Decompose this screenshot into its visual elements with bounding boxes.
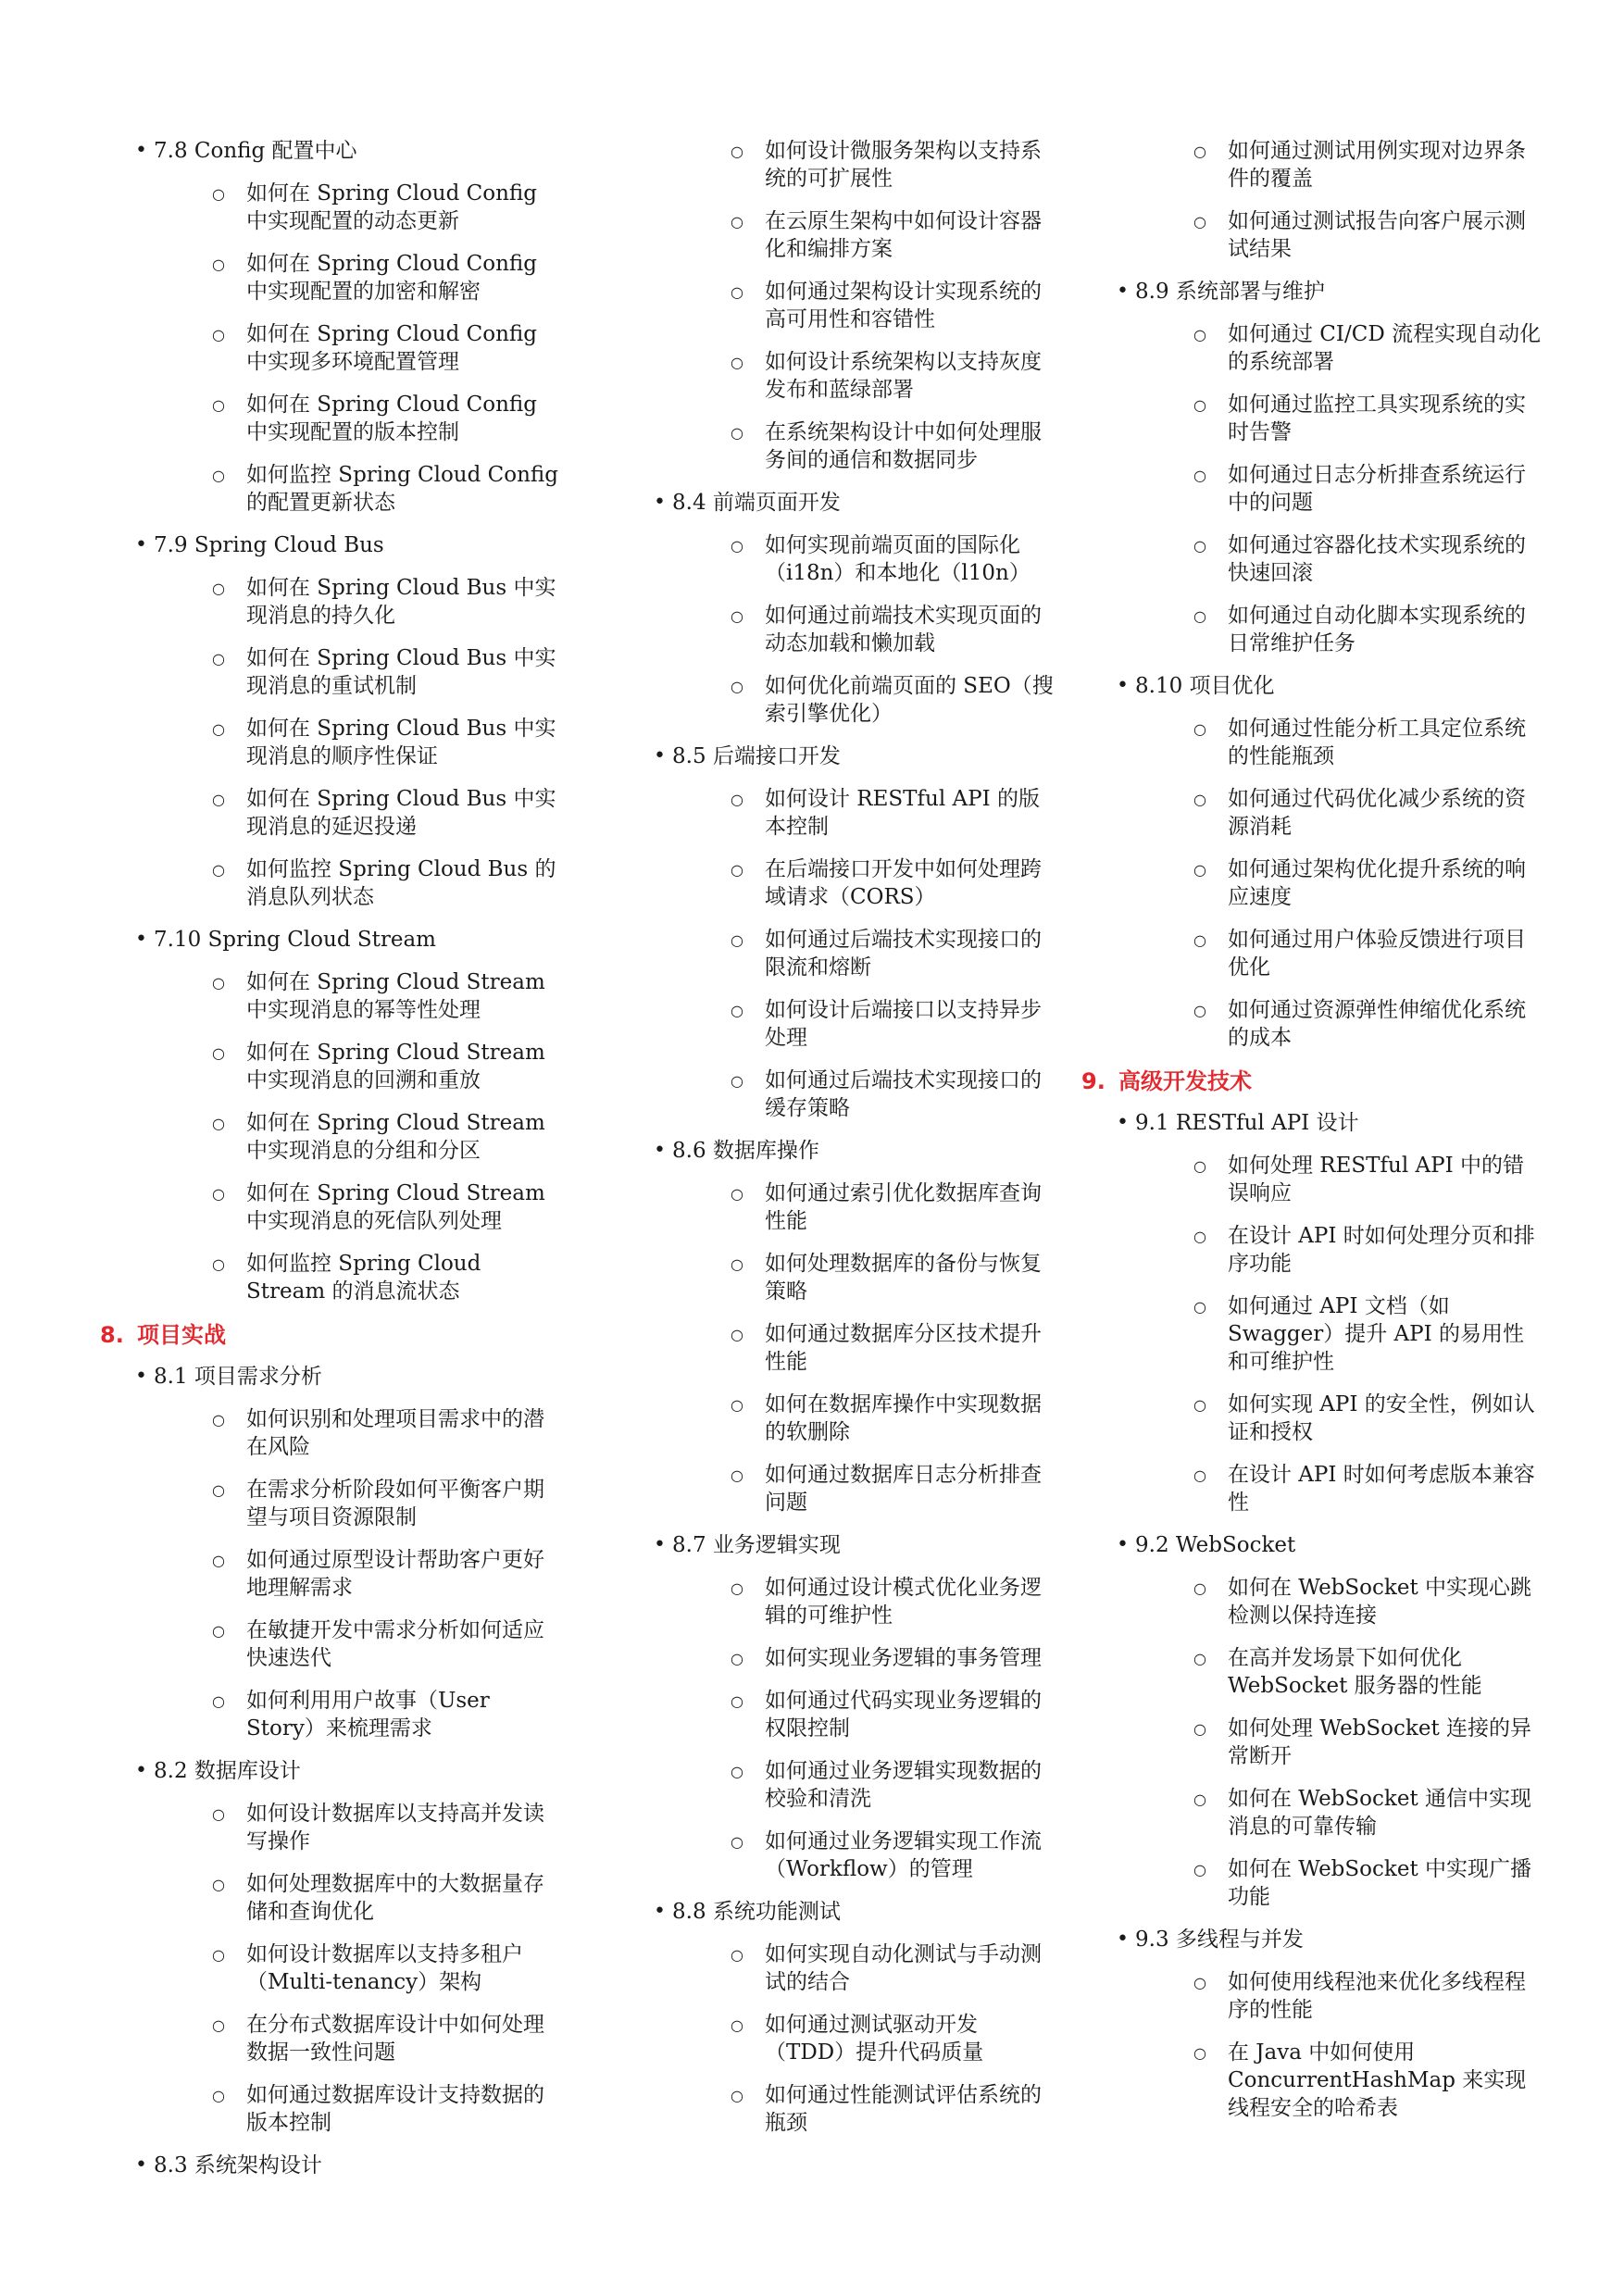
question-item: ○ 如何通过前端技术实现页面的动态加载和懒加载	[618, 602, 1054, 657]
question-item: ○ 如何监控 Spring Cloud Config 的配置更新状态	[100, 461, 563, 517]
question-item: ○ 如何通过业务逻辑实现数据的校验和清洗	[618, 1757, 1054, 1813]
chapter-heading	[1081, 1067, 1544, 1096]
question-item: ○ 如何通过代码优化减少系统的资源消耗	[1081, 785, 1544, 841]
chapter-number: 8.	[100, 1322, 124, 1348]
section-item: • 7.9 Spring Cloud Bus	[100, 531, 563, 559]
question-item: ○ 如何通过数据库设计支持数据的版本控制	[100, 2081, 563, 2137]
question-item: ○ 如何通过 CI/CD 流程实现自动化的系统部署	[1081, 320, 1544, 376]
section-item: • 8.1 项目需求分析	[100, 1363, 563, 1391]
question-item: ○ 如何在 Spring Cloud Bus 中实现消息的重试机制	[100, 644, 563, 700]
question-item: ○ 如何通过架构设计实现系统的高可用性和容错性	[618, 278, 1054, 333]
question-item: ○ 如何处理 RESTful API 中的错误响应	[1081, 1152, 1544, 1207]
question-item: ○ 如何在 Spring Cloud Stream 中实现消息的分组和分区	[100, 1109, 563, 1165]
question-item: ○ 如何在 Spring Cloud Config 中实现配置的动态更新	[100, 180, 563, 235]
question-item: ○ 如何实现业务逻辑的事务管理	[618, 1644, 1054, 1672]
question-item: ○ 如何设计数据库以支持多租户（Multi-tenancy）架构	[100, 1940, 563, 1996]
question-item: ○ 在后端接口开发中如何处理跨域请求（CORS）	[618, 855, 1054, 911]
column-2	[618, 137, 1054, 2152]
question-item: ○ 如何通过用户体验反馈进行项目优化	[1081, 926, 1544, 981]
question-item: ○ 如何在 Spring Cloud Stream 中实现消息的幂等性处理	[100, 968, 563, 1024]
question-item: ○ 如何优化前端页面的 SEO（搜索引擎优化）	[618, 672, 1054, 728]
question-item: ○ 如何通过测试用例实现对边界条件的覆盖	[1081, 137, 1544, 193]
question-item: ○ 如何设计后端接口以支持异步处理	[618, 996, 1054, 1052]
question-item: ○ 在设计 API 时如何处理分页和排序功能	[1081, 1222, 1544, 1278]
question-item: ○ 如何利用用户故事（User Story）来梳理需求	[100, 1687, 563, 1742]
question-item: ○ 如何通过业务逻辑实现工作流（Workflow）的管理	[618, 1828, 1054, 1883]
section-item: • 8.5 后端接口开发	[618, 742, 1054, 770]
question-item: ○ 如何识别和处理项目需求中的潜在风险	[100, 1405, 563, 1461]
question-item: ○ 如何通过数据库日志分析排查问题	[618, 1461, 1054, 1516]
question-item: ○ 如何通过设计模式优化业务逻辑的可维护性	[618, 1574, 1054, 1629]
chapter-title: 项目实战	[137, 1322, 226, 1348]
question-item: ○ 如何通过测试驱动开发（TDD）提升代码质量	[618, 2011, 1054, 2066]
chapter-heading	[100, 1320, 563, 1350]
question-item: ○ 如何实现 API 的安全性，例如认证和授权	[1081, 1391, 1544, 1446]
question-item: ○ 如何在 WebSocket 中实现广播功能	[1081, 1855, 1544, 1911]
section-item: • 8.4 前端页面开发	[618, 489, 1054, 517]
question-item: ○ 在分布式数据库设计中如何处理数据一致性问题	[100, 2011, 563, 2066]
question-item: ○ 如何在数据库操作中实现数据的软删除	[618, 1391, 1054, 1446]
question-item: ○ 如何在 Spring Cloud Config 中实现多环境配置管理	[100, 320, 563, 376]
question-item: ○ 如何通过后端技术实现接口的缓存策略	[618, 1067, 1054, 1122]
question-item: ○ 如何通过数据库分区技术提升性能	[618, 1320, 1054, 1376]
section-item: • 7.10 Spring Cloud Stream	[100, 926, 563, 954]
chapter-title: 高级开发技术	[1118, 1068, 1252, 1094]
question-item: ○ 如何通过性能分析工具定位系统的性能瓶颈	[1081, 715, 1544, 770]
question-item: ○ 在高并发场景下如何优化 WebSocket 服务器的性能	[1081, 1644, 1544, 1700]
question-item: ○ 如何在 WebSocket 中实现心跳检测以保持连接	[1081, 1574, 1544, 1629]
question-item: ○ 如何在 Spring Cloud Stream 中实现消息的回溯和重放	[100, 1039, 563, 1094]
section-item: • 8.2 数据库设计	[100, 1757, 563, 1785]
question-item: ○ 如何设计数据库以支持高并发读写操作	[100, 1800, 563, 1855]
question-item: ○ 在系统架构设计中如何处理服务间的通信和数据同步	[618, 418, 1054, 474]
question-item: ○ 如何在 Spring Cloud Stream 中实现消息的死信队列处理	[100, 1179, 563, 1235]
question-item: ○ 如何通过索引优化数据库查询性能	[618, 1179, 1054, 1235]
question-item: ○ 如何通过原型设计帮助客户更好地理解需求	[100, 1546, 563, 1602]
question-item: ○ 如何通过资源弹性伸缩优化系统的成本	[1081, 996, 1544, 1052]
question-item: ○ 如何处理数据库中的大数据量存储和查询优化	[100, 1870, 563, 1926]
chapter-number: 9.	[1081, 1068, 1106, 1094]
question-item: ○ 如何设计系统架构以支持灰度发布和蓝绿部署	[618, 348, 1054, 404]
question-item: ○ 如何在 Spring Cloud Bus 中实现消息的延迟投递	[100, 785, 563, 841]
question-item: ○ 如何通过后端技术实现接口的限流和熔断	[618, 926, 1054, 981]
question-item: ○ 如何通过代码实现业务逻辑的权限控制	[618, 1687, 1054, 1742]
question-item: ○ 如何设计微服务架构以支持系统的可扩展性	[618, 137, 1054, 193]
question-item: ○ 如何监控 Spring Cloud Bus 的消息队列状态	[100, 855, 563, 911]
section-item: • 8.8 系统功能测试	[618, 1898, 1054, 1926]
section-item: • 8.10 项目优化	[1081, 672, 1544, 700]
question-item: ○ 如何设计 RESTful API 的版本控制	[618, 785, 1054, 841]
question-item: ○ 如何在 Spring Cloud Config 中实现配置的版本控制	[100, 391, 563, 446]
question-item: ○ 如何监控 Spring Cloud Stream 的消息流状态	[100, 1250, 563, 1305]
section-item: • 7.8 Config 配置中心	[100, 137, 563, 165]
question-item: ○ 如何通过 API 文档（如 Swagger）提升 API 的易用性和可维护性	[1081, 1292, 1544, 1376]
question-item: ○ 如何通过监控工具实现系统的实时告警	[1081, 391, 1544, 446]
question-item: ○ 如何通过自动化脚本实现系统的日常维护任务	[1081, 602, 1544, 657]
section-item: • 8.7 业务逻辑实现	[618, 1531, 1054, 1559]
question-item: ○ 如何在 WebSocket 通信中实现消息的可靠传输	[1081, 1785, 1544, 1841]
question-item: ○ 如何通过容器化技术实现系统的快速回滚	[1081, 531, 1544, 587]
question-item: ○ 如何实现自动化测试与手动测试的结合	[618, 1940, 1054, 1996]
section-item: • 8.3 系统架构设计	[100, 2152, 563, 2179]
question-item: ○ 如何在 Spring Cloud Bus 中实现消息的持久化	[100, 574, 563, 630]
column-3	[1081, 137, 1544, 2137]
section-item: • 9.2 WebSocket	[1081, 1531, 1544, 1559]
section-item: • 9.3 多线程与并发	[1081, 1926, 1544, 1953]
question-item: ○ 如何通过架构优化提升系统的响应速度	[1081, 855, 1544, 911]
question-item: ○ 如何实现前端页面的国际化（i18n）和本地化（l10n）	[618, 531, 1054, 587]
question-item: ○ 如何处理数据库的备份与恢复策略	[618, 1250, 1054, 1305]
question-item: ○ 如何通过测试报告向客户展示测试结果	[1081, 207, 1544, 263]
question-item: ○ 如何使用线程池来优化多线程程序的性能	[1081, 1968, 1544, 2024]
question-item: ○ 在需求分析阶段如何平衡客户期望与项目资源限制	[100, 1476, 563, 1531]
question-item: ○ 如何通过性能测试评估系统的瓶颈	[618, 2081, 1054, 2137]
question-item: ○ 在敏捷开发中需求分析如何适应快速迭代	[100, 1616, 563, 1672]
question-item: ○ 如何在 Spring Cloud Bus 中实现消息的顺序性保证	[100, 715, 563, 770]
question-item: ○ 在 Java 中如何使用 ConcurrentHashMap 来实现线程安全的哈希表	[1081, 2039, 1544, 2122]
question-item: ○ 如何处理 WebSocket 连接的异常断开	[1081, 1715, 1544, 1770]
question-item: ○ 在云原生架构中如何设计容器化和编排方案	[618, 207, 1054, 263]
section-item: • 8.6 数据库操作	[618, 1137, 1054, 1165]
question-item: ○ 如何在 Spring Cloud Config 中实现配置的加密和解密	[100, 250, 563, 306]
section-item: • 9.1 RESTful API 设计	[1081, 1109, 1544, 1137]
column-1	[100, 137, 563, 2194]
section-item: • 8.9 系统部署与维护	[1081, 278, 1544, 306]
question-item: ○ 如何通过日志分析排查系统运行中的问题	[1081, 461, 1544, 517]
question-item: ○ 在设计 API 时如何考虑版本兼容性	[1081, 1461, 1544, 1516]
